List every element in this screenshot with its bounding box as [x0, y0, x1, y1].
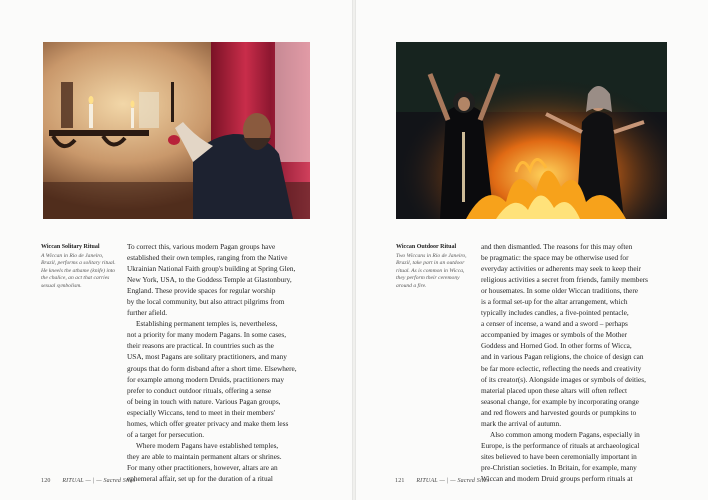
left-folio — [41, 478, 135, 484]
body-line: and then dismantled. The reasons for this may often — [481, 242, 633, 251]
left-body-text — [127, 241, 327, 484]
body-line: Establishing permanent temples is, nevertheless, — [136, 319, 278, 329]
caption-line: ritual. As is common in Wicca, — [396, 267, 465, 274]
right-folio — [395, 478, 489, 484]
body-line: be far more eclectic, reflecting the needs and creativity — [481, 363, 642, 373]
body-line: mark the arrival of autumn. — [481, 418, 562, 428]
body-line: typically includes candles, a five-pointed pentacle, — [481, 308, 629, 318]
caption-line: they perform their ceremony — [396, 275, 460, 282]
caption-title: Wiccan Solitary Ritual — [41, 244, 100, 250]
body-line: seasonal change, for example by incorporating orange — [481, 396, 639, 406]
body-line: everyday activities or adherents may seek to keep their — [481, 264, 642, 274]
body-line: for example among modern Druids, practitioners may — [127, 374, 285, 384]
caption-line: into the chalice, an act that — [41, 267, 116, 282]
caption-line: Brazil, take part in an outdoor — [396, 260, 465, 267]
left-page — [0, 0, 352, 500]
body-line: and in various Pagan religions, the choice of design can — [481, 352, 644, 362]
caption-body — [41, 253, 119, 291]
body-line: For many other practitioners, however, altars are an — [127, 462, 278, 472]
body-line: further afield. — [127, 308, 168, 318]
caption-line: carries sexual symbolism. — [41, 275, 110, 289]
body-line: be pragmatic: the space may be otherwise used for — [481, 253, 629, 263]
body-line: not a priority for many modern Pagans. In some cases, — [127, 330, 287, 340]
running-footer: RITUAL — | — Sacred Sites — [416, 478, 490, 484]
right-body-text — [481, 241, 687, 484]
caption-title: Wiccan Outdoor Ritual — [396, 244, 457, 250]
body-line: of being in touch with nature. Various Pagan groups, — [127, 396, 281, 406]
solitary-ritual-photo — [43, 42, 310, 219]
body-line: ephemeral affair, set up for the duration of a ritual — [127, 473, 273, 483]
body-line: by the local community, but also attract pilgrims from — [127, 297, 285, 307]
body-line: accompanied by images or symbols of the Mother — [481, 330, 628, 340]
caption-line: Brazil, performs a solitary ritual. — [41, 260, 116, 267]
body-line: homes, which offer greater privacy and make them less — [127, 418, 289, 428]
body-line: especially Wiccans, tend to meet in their members' — [127, 407, 275, 417]
body-line: Ukrainian National Faith group's building at Spring Glen, — [127, 264, 296, 274]
body-line: To correct this, various modern Pagan groups have — [127, 242, 276, 251]
body-line: established their own temples, ranging from the Native — [127, 253, 288, 263]
body-line: of its creator(s). Alongside images or symbols of deities, — [481, 374, 646, 384]
body-line: Wiccan and modern Druid groups perform rituals at — [481, 473, 633, 483]
body-line: a censer of incense, a wand and a sword – perhaps — [481, 319, 628, 329]
body-line: groups that do form disband after a short time. Elsewhere, — [127, 363, 297, 373]
body-line: prefer to conduct outdoor rituals, offering a sense — [127, 385, 272, 395]
caption-body — [396, 253, 474, 291]
body-line: of a target for persecution. — [127, 429, 205, 439]
body-line: Where modern Pagans have established temples, — [136, 440, 279, 450]
body-line: Also common among modern Pagans, especially in — [490, 429, 640, 439]
body-line: Europe, is the performance of rituals at archaeological — [481, 440, 640, 450]
running-footer: RITUAL — | — Sacred Sites — [62, 478, 136, 484]
body-line: and red flowers and harvested gourds or pumpkins to — [481, 407, 637, 417]
left-photo-caption — [41, 244, 119, 291]
right-photo-caption — [396, 244, 474, 291]
page-number: 121 — [395, 478, 405, 484]
outdoor-ritual-photo — [396, 42, 667, 219]
body-line: material placed upon these altars will often reflect — [481, 385, 628, 395]
body-line: New York, USA, to the Goddess Temple at Glastonbury, — [127, 275, 292, 285]
body-line: pre-Christian societies. In Britain, for example, many — [481, 462, 637, 472]
body-line: or housemates. In some older Wiccan traditions, there — [481, 286, 639, 296]
body-line: they are able to maintain permanent altars or shrines. — [127, 451, 282, 461]
caption-line: A Wiccan in Rio de Janeiro, — [41, 252, 104, 259]
right-page — [356, 0, 708, 500]
page-number: 120 — [41, 478, 51, 484]
body-line: is a formal set-up for the altar arrangement, which — [481, 297, 628, 307]
body-line: sites believed to have been ceremonially important in — [481, 451, 637, 461]
caption-line: around a fire. — [396, 282, 427, 289]
body-line: their reasons are practical. In countries such as the — [127, 341, 274, 351]
body-line: USA, most Pagans are solitary practitioners, and many — [127, 352, 287, 362]
body-line: Goddess and Horned God. In other forms of Wicca, — [481, 341, 632, 351]
caption-line: He kneels the athame (knife) — [41, 267, 105, 274]
body-line: religious activities a secret from friends, family members — [481, 275, 648, 285]
body-line: England. These provide spaces for regular worship — [127, 286, 276, 296]
caption-line: Two Wiccans in Rio de Janeiro, — [396, 252, 467, 259]
